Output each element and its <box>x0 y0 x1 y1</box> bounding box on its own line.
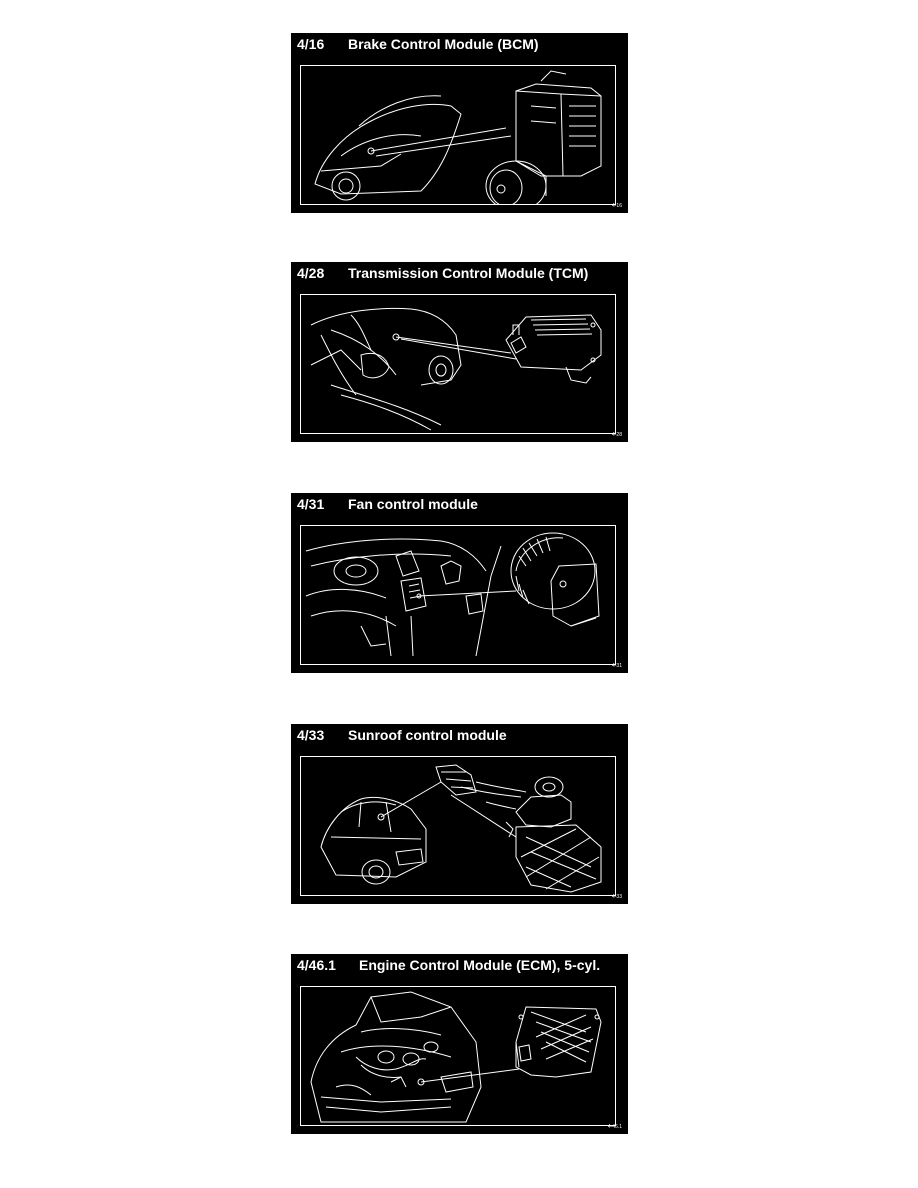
figure-number: 4-28 <box>611 432 622 438</box>
figure-number: 4-31 <box>611 663 622 669</box>
diagram-illustration-frame <box>300 756 616 896</box>
diagram-illustration-frame <box>300 294 616 434</box>
diagram-number: 4/31 <box>297 496 325 512</box>
diagram-label: Sunroof control module <box>348 727 507 743</box>
figure-number: 4-46.1 <box>607 1124 622 1130</box>
diagram-label: Transmission Control Module (TCM) <box>348 265 589 281</box>
diagram-illustration-frame <box>300 525 616 665</box>
diagram-card-sunroof <box>291 724 628 904</box>
diagram-title <box>297 265 589 281</box>
diagram-title <box>297 727 507 743</box>
sunroof-module-location-illustration <box>301 757 616 896</box>
diagram-title <box>297 36 539 52</box>
diagram-number: 4/46.1 <box>297 957 336 973</box>
diagram-number: 4/28 <box>297 265 325 281</box>
ecm-location-illustration <box>301 987 616 1126</box>
figure-number: 4-16 <box>611 203 622 209</box>
diagram-card-tcm <box>291 262 628 442</box>
diagram-card-bcm <box>291 33 628 213</box>
fan-module-location-illustration <box>301 526 616 665</box>
diagram-card-ecm <box>291 954 628 1134</box>
diagram-illustration-frame <box>300 986 616 1126</box>
diagram-number: 4/16 <box>297 36 325 52</box>
diagram-title <box>297 957 601 973</box>
tcm-location-illustration <box>301 295 616 434</box>
diagram-label: Engine Control Module (ECM), 5-cyl. <box>359 957 601 973</box>
diagram-illustration-frame <box>300 65 616 205</box>
diagram-label: Brake Control Module (BCM) <box>348 36 539 52</box>
diagram-card-fan <box>291 493 628 673</box>
figure-number: 4-33 <box>611 894 622 900</box>
diagram-number: 4/33 <box>297 727 325 743</box>
bcm-location-illustration <box>301 66 616 205</box>
diagram-title <box>297 496 478 512</box>
diagram-label: Fan control module <box>348 496 478 512</box>
